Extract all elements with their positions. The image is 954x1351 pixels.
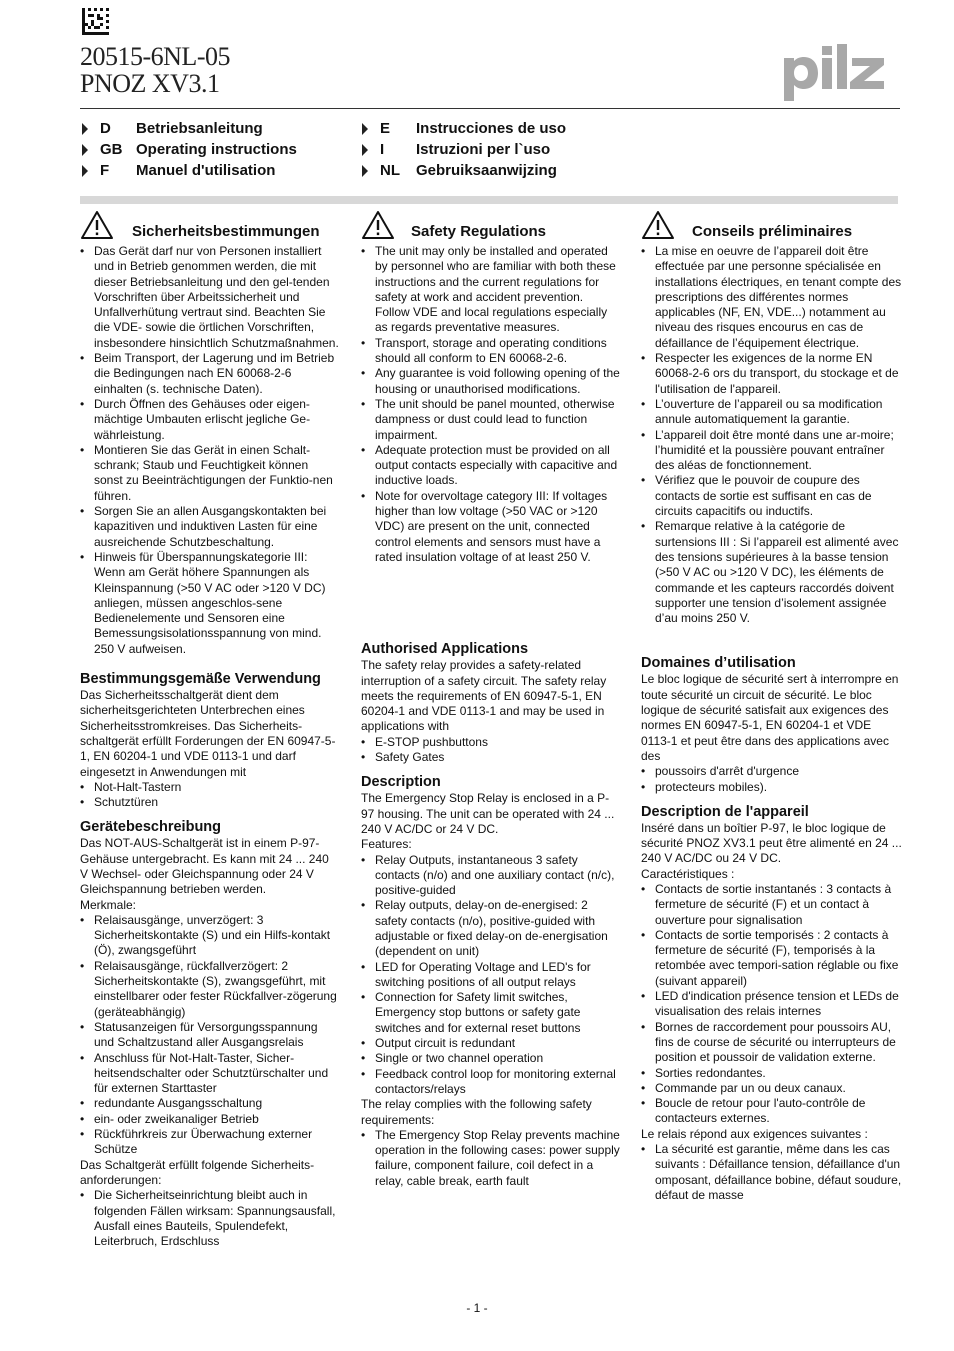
section-divider-bar: [80, 196, 898, 204]
language-code: I: [380, 141, 385, 158]
document-id: [80, 43, 230, 97]
use-text: Das Sicherheitsschaltgerät dient dem sicherheitsgerichteten Unterbrechen eines Sicherheitsstromkreises. Das Sicherheits-schaltgerät erfüllt Forderungen der EN 60947-5-1, EN 60204-1 und VDE 0113-1 und darf eingesetzt in Anwendungen mit: [80, 688, 336, 779]
list-item: • Output circuit is redundant: [361, 1036, 621, 1051]
safety-list: [80, 244, 340, 657]
list-item: • Relay outputs, delay-on de-energised: 2 safety contacts (n/o), positive-guided with adjustable or fixed delay-on de-energisation (dependent on unit): [361, 898, 621, 959]
language-row-f: [82, 160, 297, 181]
features-label: Features:: [361, 837, 412, 852]
datamatrix-code-icon: [82, 8, 109, 35]
list-item: • protecteurs mobiles).: [641, 780, 903, 795]
use-text: Le bloc logique de sécurité sert à interrompre en toute sécurité un circuit de sécurité. Le bloc logique de sécurité satisfait aux exigences des normes EN 60947-5-1, EN 60204-1 et VDE 0113-1 et peut être dans des applications avec des: [641, 672, 899, 763]
doc-number: 20515-6NL-05: [80, 42, 230, 71]
description-text: Das NOT-AUS-Schaltgerät ist in einem P-97-Gehäuse untergebracht. Es kann mit 24 ... 240 V Wechsel- oder Gleichspannung oder 24 V Gleichspannung betrieben werden.: [80, 836, 329, 897]
language-row-nl: [362, 160, 566, 181]
features-list: [641, 882, 903, 1127]
safety-title: Safety Regulations: [411, 223, 547, 240]
header-rule: [80, 108, 900, 109]
language-code: GB: [100, 141, 123, 158]
list-item: • ein- oder zweikanaliger Betrieb: [80, 1112, 340, 1127]
language-label: Manuel d'utilisation: [136, 162, 276, 179]
list-item: • La sécurité est garantie, même dans les cas suivants : Défaillance tension, défaillance d'un omposant, défaillance bobine, défaut soudure, défaut de masse: [641, 1142, 903, 1203]
list-item: • poussoirs d'arrêt d'urgence: [641, 764, 903, 779]
use-title: Domaines d’utilisation: [641, 655, 796, 672]
triangle-right-icon: [82, 144, 88, 156]
requirements-text: The relay complies with the following safety requirements:: [361, 1097, 592, 1127]
safety-header: [361, 210, 621, 244]
list-item: • Vérifiez que le pouvoir de coupure des contacts de sortie est suffisant en cas de circuits capacitifs ou inductifs.: [641, 473, 903, 519]
safety-list: [361, 244, 621, 565]
language-list-left: [82, 118, 297, 181]
list-item: • Connection for Safety limit switches, Emergency stop buttons or safety gate switches and for external reset buttons: [361, 990, 621, 1036]
list-item: • Sorgen Sie an allen Ausgangskontakten bei kapazitiven und induktiven Lasten für eine ausreichende Schutzbeschaltung.: [80, 504, 340, 550]
list-item: • Safety Gates: [361, 750, 621, 765]
list-item: • Contacts de sortie temporisés : 2 contacts à fermeture de sécurité (F), temporisés à la retombée avec tempori-sation réglable ou fixe (suivant appareil): [641, 928, 903, 989]
requirements-list: [361, 1128, 621, 1189]
description-title: Description de l'appareil: [641, 803, 809, 820]
list-item: • Relaisausgänge, unverzögert: 3 Sicherheitskontakte (S) und ein Hilfs-kontakt (Ö), zwangsgeführt: [80, 913, 340, 959]
safety-header: [641, 210, 903, 244]
triangle-right-icon: [362, 165, 368, 177]
list-item: • Commande par un ou deux canaux.: [641, 1081, 903, 1096]
list-item: • Bornes de raccordement pour poussoirs AU, fins de course de sécurité ou interrupteurs de position et poussoir de validation externe.: [641, 1020, 903, 1066]
list-item: • The unit should be panel mounted, otherwise dampness or dust could lead to function impairment.: [361, 397, 621, 443]
language-label: Betriebsanleitung: [136, 120, 263, 137]
use-title: Authorised Applications: [361, 641, 529, 658]
use-title: Bestimmungsgemäße Verwendung: [80, 671, 321, 688]
list-item: • Transport, storage and operating conditions should all conform to EN 60068-2-6.: [361, 336, 621, 367]
triangle-right-icon: [82, 123, 88, 135]
warning-triangle-icon: [80, 210, 114, 240]
warning-triangle-icon: [361, 210, 395, 240]
list-item: • The unit may only be installed and operated by personnel who are familiar with both these instructions and the current regulations for safety at work and accident prevention. Follow VDE and local regulations especially as regards preventative measures.: [361, 244, 621, 336]
requirements-text: Le relais répond aux exigences suivantes :: [641, 1126, 868, 1141]
column-french: [641, 210, 903, 1203]
list-item: • Boucle de retour pour l'auto-contrôle de contacteurs externes.: [641, 1096, 903, 1127]
list-item: • Sorties redondantes.: [641, 1066, 903, 1081]
features-label: Caractéristiques :: [641, 866, 735, 881]
list-item: • L’appareil doit être monté dans une ar-moire; l’humidité et la poussière pouvant entraîner des aléas de fonctionnement.: [641, 428, 903, 474]
list-item: • Remarque relative à la catégorie de surtensions III : Si l’appareil est alimenté avec des tensions supérieures à la basse tension (>50 V AC ou >120 V DC), les éléments de commande et les capteurs raccordés doivent supporter une tension d’isolement assignée d’au moins 250 V.: [641, 519, 903, 626]
list-item: • Beim Transport, der Lagerung und im Betrieb die Bedingungen nach EN 60068-2-6 einhalten (s. technische Daten).: [80, 351, 340, 397]
list-item: • Note for overvoltage category III: If voltages higher than low voltage (>50 VAC or >120 VDC) are present on the unit, connected control elements and sensors must have a rated insulation voltage of at least 250 V.: [361, 489, 621, 565]
list-item: • Adequate protection must be provided on all output contacts especially with capacitive and inductive loads.: [361, 443, 621, 489]
language-list-right: [362, 118, 566, 181]
list-item: • Contacts de sortie instantanés : 3 contacts à fermeture de sécurité (F) et un contact à ouverture pour signalisation: [641, 882, 903, 928]
description-text: The Emergency Stop Relay is enclosed in a P-97 housing. The unit can be operated with 24 ... 240 V AC/DC or 24 V DC.: [361, 791, 615, 836]
list-item: • Rückführkreis zur Überwachung externer Schütze: [80, 1127, 340, 1158]
language-label: Istruzioni per l`uso: [416, 141, 551, 158]
list-item: • La mise en oeuvre de l’appareil doit être effectuée par une personne spécialisée en installations électriques, en tenant compte des prescriptions des différentes normes applicables (NF, EN, VDE...) notamment au niveau des risques encourus en cas de défaillance de l’équipement électrique.: [641, 244, 903, 351]
warning-triangle-icon: [641, 210, 675, 240]
safety-title: Sicherheitsbestimmungen: [132, 223, 320, 240]
language-code: E: [380, 120, 391, 137]
features-list: [361, 853, 621, 1098]
list-item: • Respecter les exigences de la norme EN 60068-2-6 ors du transport, du stockage et de l'utilisation de l'appareil.: [641, 351, 903, 397]
list-item: • LED for Operating Voltage and LED's for switching positions of all output relays: [361, 960, 621, 991]
language-code: NL: [380, 162, 400, 179]
requirements-list: [641, 1142, 903, 1203]
triangle-right-icon: [362, 144, 368, 156]
list-item: • LED d'indication présence tension et LEDs de visualisation des relais internes: [641, 989, 903, 1020]
list-item: • The Emergency Stop Relay prevents machine operation in the following cases: power supply failure, component failure, coil defect in a relay, cable break, earth fault: [361, 1128, 621, 1189]
language-row-e: [362, 118, 566, 139]
page-number: - 1 -: [466, 1301, 488, 1315]
list-item: • L’ouverture de l’appareil ou sa modification annule automatiquement la garantie.: [641, 397, 903, 428]
list-item: • Statusanzeigen für Versorgungsspannung und Schaltzustand aller Ausgangsrelais: [80, 1020, 340, 1051]
list-item: • E-STOP pushbuttons: [361, 735, 621, 750]
list-item: • Relaisausgänge, rückfallverzögert: 2 Sicherheitskontakte (S), zwangsgeführt, mit einstellbarer oder fester Rückfallver-zögerung (geräteabhängig): [80, 959, 340, 1020]
description-title: Gerätebeschreibung: [80, 819, 222, 836]
list-item: • redundante Ausgangsschaltung: [80, 1096, 340, 1111]
language-row-i: [362, 139, 566, 160]
list-item: • Single or two channel operation: [361, 1051, 621, 1066]
language-row-gb: [82, 139, 297, 160]
list-item: • Die Sicherheitseinrichtung bleibt auch in folgenden Fällen wirksam: Spannungsausfall, Ausfall eines Bauteils, Spulendefekt, Leiterbruch, Erdschluss: [80, 1188, 340, 1249]
description-text: Inséré dans un boîtier P-97, le bloc logique de sécurité PNOZ XV3.1 peut être alimenté en 24 ... 240 V AC/DC ou 24 V DC.: [641, 820, 902, 866]
list-item: • Any guarantee is void following opening of the housing or unauthorised modifications.: [361, 366, 621, 397]
column-english: [361, 210, 621, 1189]
list-item: • Das Gerät darf nur von Personen installiert und in Betrieb genommen werden, die mit dieser Betriebsanleitung und den gel-tenden Vorschriften über Arbeitssicherheit und Unfallverhütung vertraut sind. Beachten Sie die VDE- sowie die örtlichen Vorschriften, insbesondere hinsichtlich Schutzmaßnahmen.: [80, 244, 340, 351]
pilz-logo: [780, 44, 900, 102]
use-list: [641, 764, 903, 795]
language-label: Gebruiksaanwijzing: [416, 162, 557, 179]
requirements-list: [80, 1188, 340, 1249]
list-item: • Not-Halt-Tastern: [80, 780, 340, 795]
use-list: [80, 780, 340, 811]
product-name: PNOZ XV3.1: [80, 69, 220, 98]
safety-title: Conseils préliminaires: [692, 223, 853, 240]
column-german: [80, 210, 340, 1249]
language-label: Operating instructions: [136, 141, 297, 158]
safety-header: [80, 210, 340, 244]
language-row-de: [82, 118, 297, 139]
features-label: Merkmale:: [80, 897, 137, 912]
language-code: D: [100, 120, 111, 137]
safety-list: [641, 244, 903, 626]
list-item: • Anschluss für Not-Halt-Taster, Sicher-heitsendschalter oder Schutztürschalter und für externen Starttaster: [80, 1051, 340, 1097]
list-item: • Durch Öffnen des Gehäuses oder eigen-mächtige Umbauten erlischt jegliche Ge-währleistung.: [80, 397, 340, 443]
list-item: • Hinweis für Überspannungskategorie III: Wenn am Gerät höhere Spannungen als Kleinspannung (>50 V AC oder >120 V DC) anliegen, müssen angeschlos-sene Bedienelemente und Sensoren eine Bemessungsisolationsspannung von mind. 250 V aufweisen.: [80, 550, 340, 657]
description-title: Description: [361, 774, 441, 791]
language-code: F: [100, 162, 110, 179]
use-text: The safety relay provides a safety-related interruption of a safety circuit. The safety relay meets the requirements of EN 60947-5-1, EN 60204-1 and VDE 0113-1 and may be used in applications with: [361, 658, 607, 734]
list-item: • Relay Outputs, instantaneous 3 safety contacts (n/o) and one auxiliary contact (n/c), positive-guided: [361, 853, 621, 899]
requirements-text: Das Schaltgerät erfüllt folgende Sicherheits-anforderungen:: [80, 1157, 315, 1187]
list-item: • Montieren Sie das Gerät in einen Schalt-schrank; Staub und Feuchtigkeit können sonst zu Beeinträchtigungen der Funktio-nen führen.: [80, 443, 340, 504]
list-item: • Feedback control loop for monitoring external contactors/relays: [361, 1067, 621, 1098]
use-list: [361, 735, 621, 766]
language-label: Instrucciones de uso: [416, 120, 567, 137]
triangle-right-icon: [82, 165, 88, 177]
triangle-right-icon: [362, 123, 368, 135]
list-item: • Schutztüren: [80, 795, 340, 810]
features-list: [80, 913, 340, 1158]
